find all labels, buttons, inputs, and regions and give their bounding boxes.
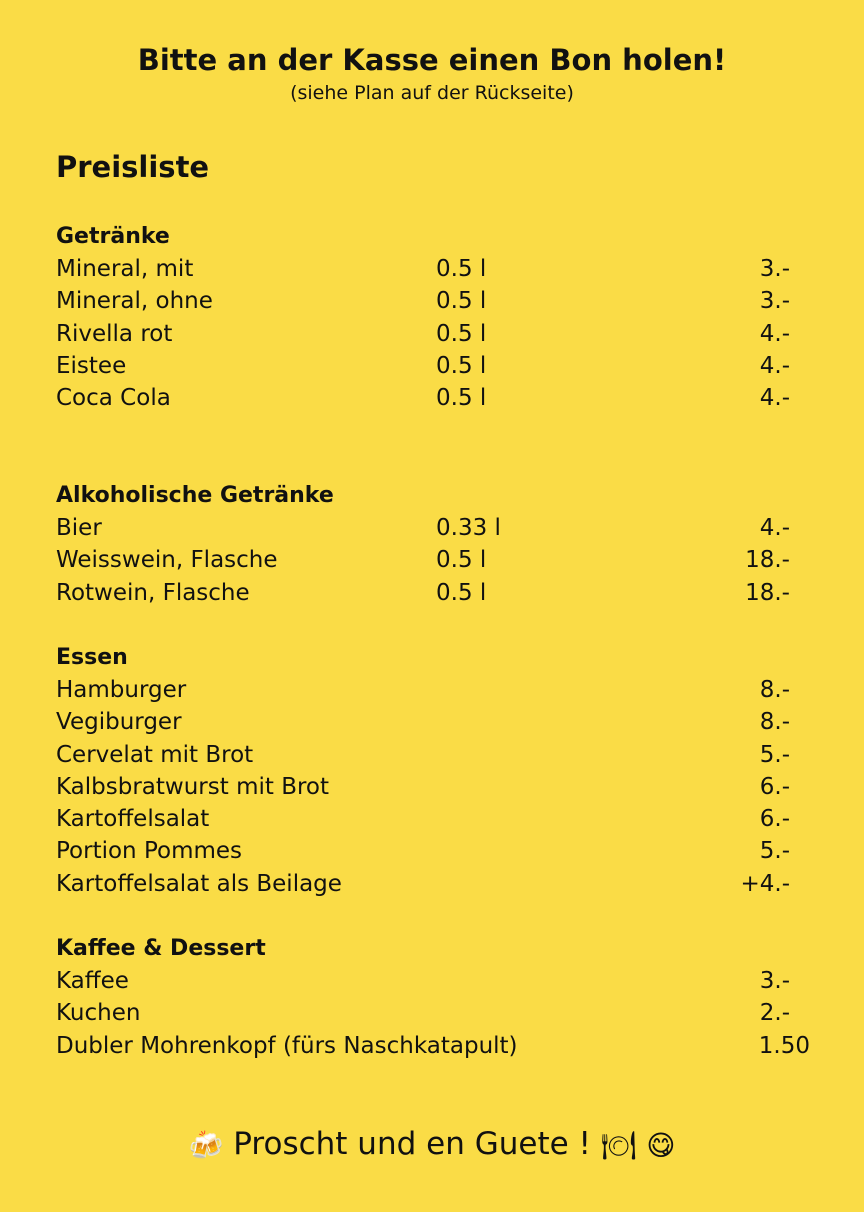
item-name: Mineral, ohne [56,288,213,315]
list-item [56,253,816,285]
item-name: Vegiburger [56,709,182,736]
item-price: 4.- [759,385,790,412]
item-name: Kuchen [56,1000,141,1027]
item-name: Kartoffelsalat als Beilage [56,870,342,897]
beer-mugs-icon: 🍻 [188,1128,224,1162]
list-item [56,382,816,414]
item-size: 0.5 l [436,352,487,379]
section-heading: Kaffee & Dessert [56,936,266,961]
list-item [56,803,816,835]
item-name: Dubler Mohrenkopf (fürs Naschkatapult) [56,1032,518,1059]
list-item [56,739,816,771]
list-item [56,997,816,1029]
item-size: 0.5 l [436,288,487,315]
item-name: Cervelat mit Brot [56,741,254,768]
item-size: 0.5 l [436,547,487,574]
page-subtitle: (siehe Plan auf der Rückseite) [290,82,574,104]
list-item [56,868,816,900]
footer-text: Proscht und en Guete ! [233,1126,591,1162]
item-name: Mineral, mit [56,256,194,282]
item-size: 0.5 l [436,385,487,412]
header [0,40,864,106]
item-price: 3.- [759,256,790,282]
plate-cutlery-icon: 🍽 [600,1128,637,1162]
item-name: Eistee [56,352,127,379]
list-item [56,965,816,997]
section-coffee-dessert [56,933,816,1062]
item-name: Kalbsbratwurst mit Brot [56,773,330,800]
price-list-title: Preisliste [56,150,210,184]
section-heading: Getränke [56,224,170,249]
item-size: 0.5 l [436,256,487,282]
item-price: 8.- [759,709,790,736]
item-size: 0.5 l [436,579,487,606]
list-item [56,706,816,738]
list-item [56,318,816,350]
item-price: 8.- [759,677,790,703]
item-name: Kartoffelsalat [56,806,210,833]
item-name: Kaffee [56,968,129,994]
list-item [56,771,816,803]
item-price: 5.- [759,838,790,865]
item-price: 18.- [745,547,790,574]
list-item [56,512,816,544]
item-price: 4.- [759,352,790,379]
item-price: 3.- [759,968,790,994]
item-price: 2.- [759,1000,790,1027]
item-price: 6.- [759,773,790,800]
page-title: Bitte an der Kasse einen Bon holen! [137,43,727,77]
item-name: Bier [56,515,102,541]
list-item [56,835,816,867]
section-heading: Essen [56,645,128,670]
item-size: 0.33 l [436,515,501,541]
item-price: 18.- [745,579,790,606]
list-item [56,577,816,609]
list-item [56,1030,816,1062]
item-name: Rivella rot [56,320,173,347]
item-price: 6.- [759,806,790,833]
list-item [56,350,816,382]
yum-face-icon: 😋 [646,1128,676,1162]
section-drinks [56,221,816,414]
item-price: 3.- [759,288,790,315]
item-name: Weisswein, Flasche [56,547,278,574]
item-price: +4.- [740,870,790,897]
item-price: 4.- [759,515,790,541]
item-price: 5.- [759,741,790,768]
section-food [56,642,816,900]
item-name: Portion Pommes [56,838,243,865]
item-size: 0.5 l [436,320,487,347]
item-price: 4.- [759,320,790,347]
item-name: Rotwein, Flasche [56,579,250,606]
footer-greeting [0,1122,864,1168]
item-name: Coca Cola [56,385,171,412]
section-heading: Alkoholische Getränke [56,483,334,508]
item-name: Hamburger [56,677,187,703]
list-item [56,674,816,706]
item-price: 1.50 [758,1032,810,1059]
section-alcoholic-drinks [56,480,816,609]
list-item [56,544,816,576]
list-item [56,285,816,317]
